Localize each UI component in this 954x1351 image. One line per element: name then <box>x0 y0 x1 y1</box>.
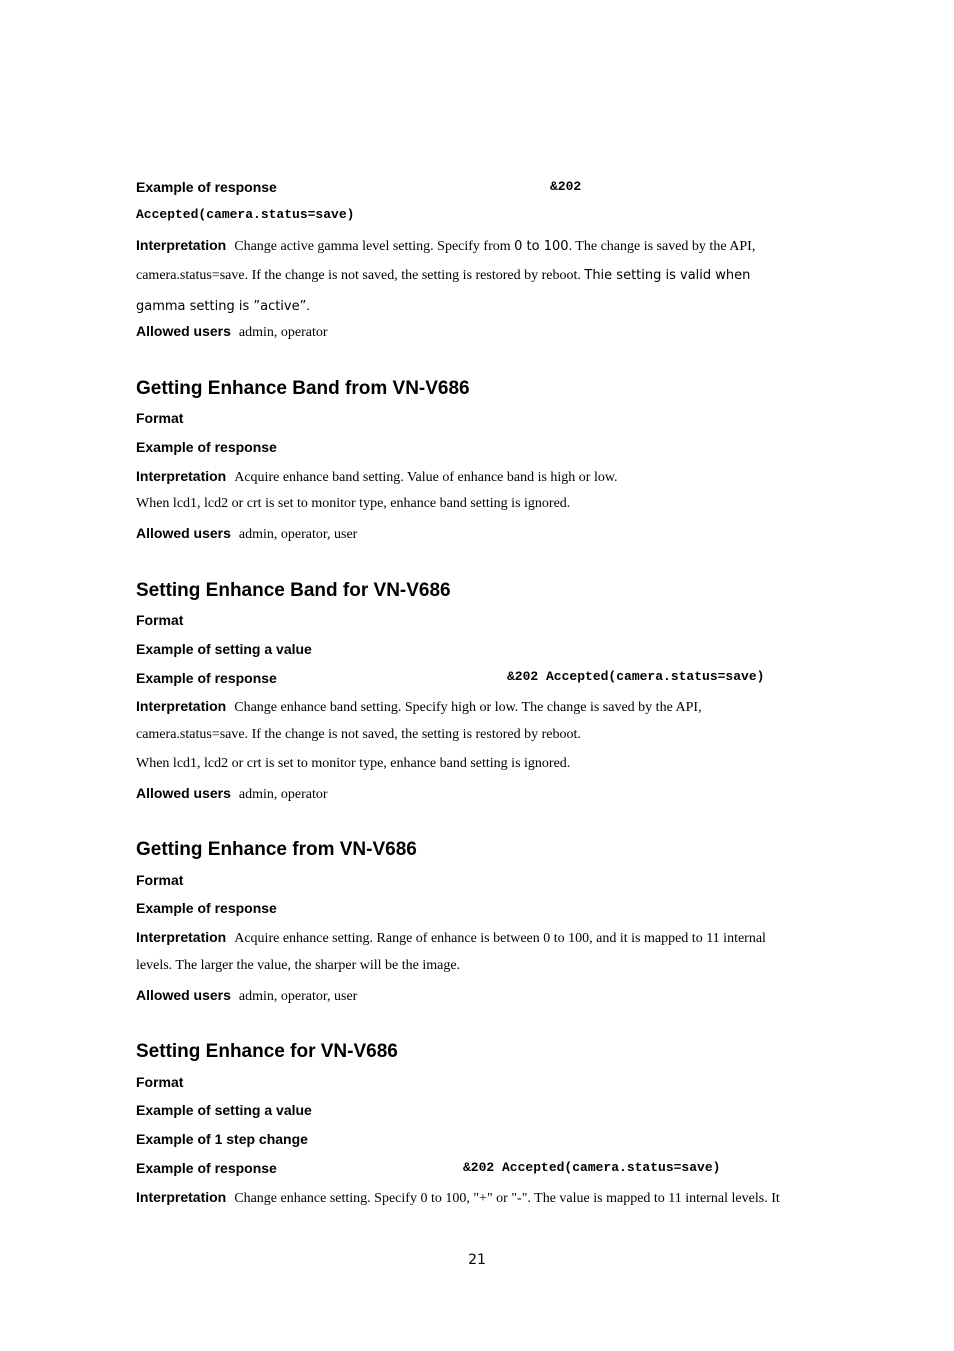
interpretation-label: Interpretation <box>136 468 227 484</box>
interpretation-text: camera.status=save. If the change is not saved, the setting is restored by reboot. <box>136 727 581 742</box>
interpretation-range: 0 to 100 <box>514 239 569 254</box>
interpretation-text: . <box>306 299 310 314</box>
example-of-response-label: Example of response <box>136 1160 277 1176</box>
format-label: Format <box>136 410 184 426</box>
interpretation-label: Interpretation <box>136 698 227 714</box>
interpretation-text: Acquire enhance band setting. Value of enhance band is high or low. <box>234 470 618 485</box>
allowed-users-value: admin, operator <box>238 325 328 340</box>
example-of-response-label: Example of response <box>136 900 277 916</box>
example-of-1-step-change-label: Example of 1 step change <box>136 1131 308 1147</box>
format-label: Format <box>136 612 184 628</box>
format-label: Format <box>136 872 184 888</box>
interpretation-text: When lcd1, lcd2 or crt is set to monitor type, enhance band setting is ignored. <box>136 496 571 511</box>
interpretation-line <box>136 1189 780 1207</box>
interpretation-line <box>136 929 766 947</box>
interpretation-text: Change active gamma level setting. Specify from <box>234 239 515 254</box>
allowed-users-value: admin, operator, user <box>238 527 358 542</box>
interpretation-line <box>136 237 755 255</box>
example-of-response-label: Example of response <box>136 670 277 686</box>
interpretation-note: Thie setting is valid when <box>584 268 751 283</box>
interpretation-text: Change enhance band setting. Specify high or low. The change is saved by the API, <box>234 700 702 715</box>
allowed-users-line <box>136 785 328 803</box>
interpretation-text: levels. The larger the value, the sharper will be the image. <box>136 958 461 973</box>
allowed-users-label: Allowed users <box>136 987 231 1003</box>
interpretation-text: Change enhance setting. Specify 0 to 100, "+" or "-". The value is mapped to 11 internal levels. It <box>234 1191 780 1206</box>
section-heading: Getting Enhance from VN-V686 <box>136 839 417 860</box>
allowed-users-line <box>136 525 357 543</box>
section-heading: Setting Enhance Band for VN-V686 <box>136 580 451 601</box>
allowed-users-value: admin, operator, user <box>238 989 358 1004</box>
example-of-response-label: Example of response <box>136 179 277 195</box>
allowed-users-label: Allowed users <box>136 323 231 339</box>
section-heading: Getting Enhance Band from VN-V686 <box>136 378 470 399</box>
interpretation-text: camera.status=save. If the change is not saved, the setting is restored by reboot. <box>136 268 585 283</box>
example-of-setting-label: Example of setting a value <box>136 1102 312 1118</box>
interpretation-line <box>136 468 618 486</box>
interpretation-line <box>136 266 750 284</box>
page-number: 21 <box>468 1252 486 1268</box>
interpretation-label: Interpretation <box>136 237 227 253</box>
interpretation-label: Interpretation <box>136 1189 227 1205</box>
example-of-response-label: Example of response <box>136 439 277 455</box>
interpretation-text: Acquire enhance setting. Range of enhance is between 0 to 100, and it is mapped to 11 internal <box>234 931 766 946</box>
response-continuation: Accepted(camera.status=save) <box>136 207 355 222</box>
interpretation-line <box>136 698 702 716</box>
interpretation-note: gamma setting is ”active” <box>136 299 307 314</box>
interpretation-text: . The change is saved by the API, <box>568 239 756 254</box>
allowed-users-line <box>136 987 357 1005</box>
interpretation-line <box>136 297 310 315</box>
allowed-users-label: Allowed users <box>136 785 231 801</box>
response-value: &202 Accepted(camera.status=save) <box>507 669 765 684</box>
response-value: &202 Accepted(camera.status=save) <box>463 1160 721 1175</box>
example-of-setting-label: Example of setting a value <box>136 641 312 657</box>
allowed-users-line <box>136 323 328 341</box>
interpretation-text: When lcd1, lcd2 or crt is set to monitor type, enhance band setting is ignored. <box>136 756 571 771</box>
format-label: Format <box>136 1074 184 1090</box>
allowed-users-value: admin, operator <box>238 787 328 802</box>
allowed-users-label: Allowed users <box>136 525 231 541</box>
section-heading: Setting Enhance for VN-V686 <box>136 1041 398 1062</box>
interpretation-label: Interpretation <box>136 929 227 945</box>
response-code: &202 <box>550 179 582 194</box>
